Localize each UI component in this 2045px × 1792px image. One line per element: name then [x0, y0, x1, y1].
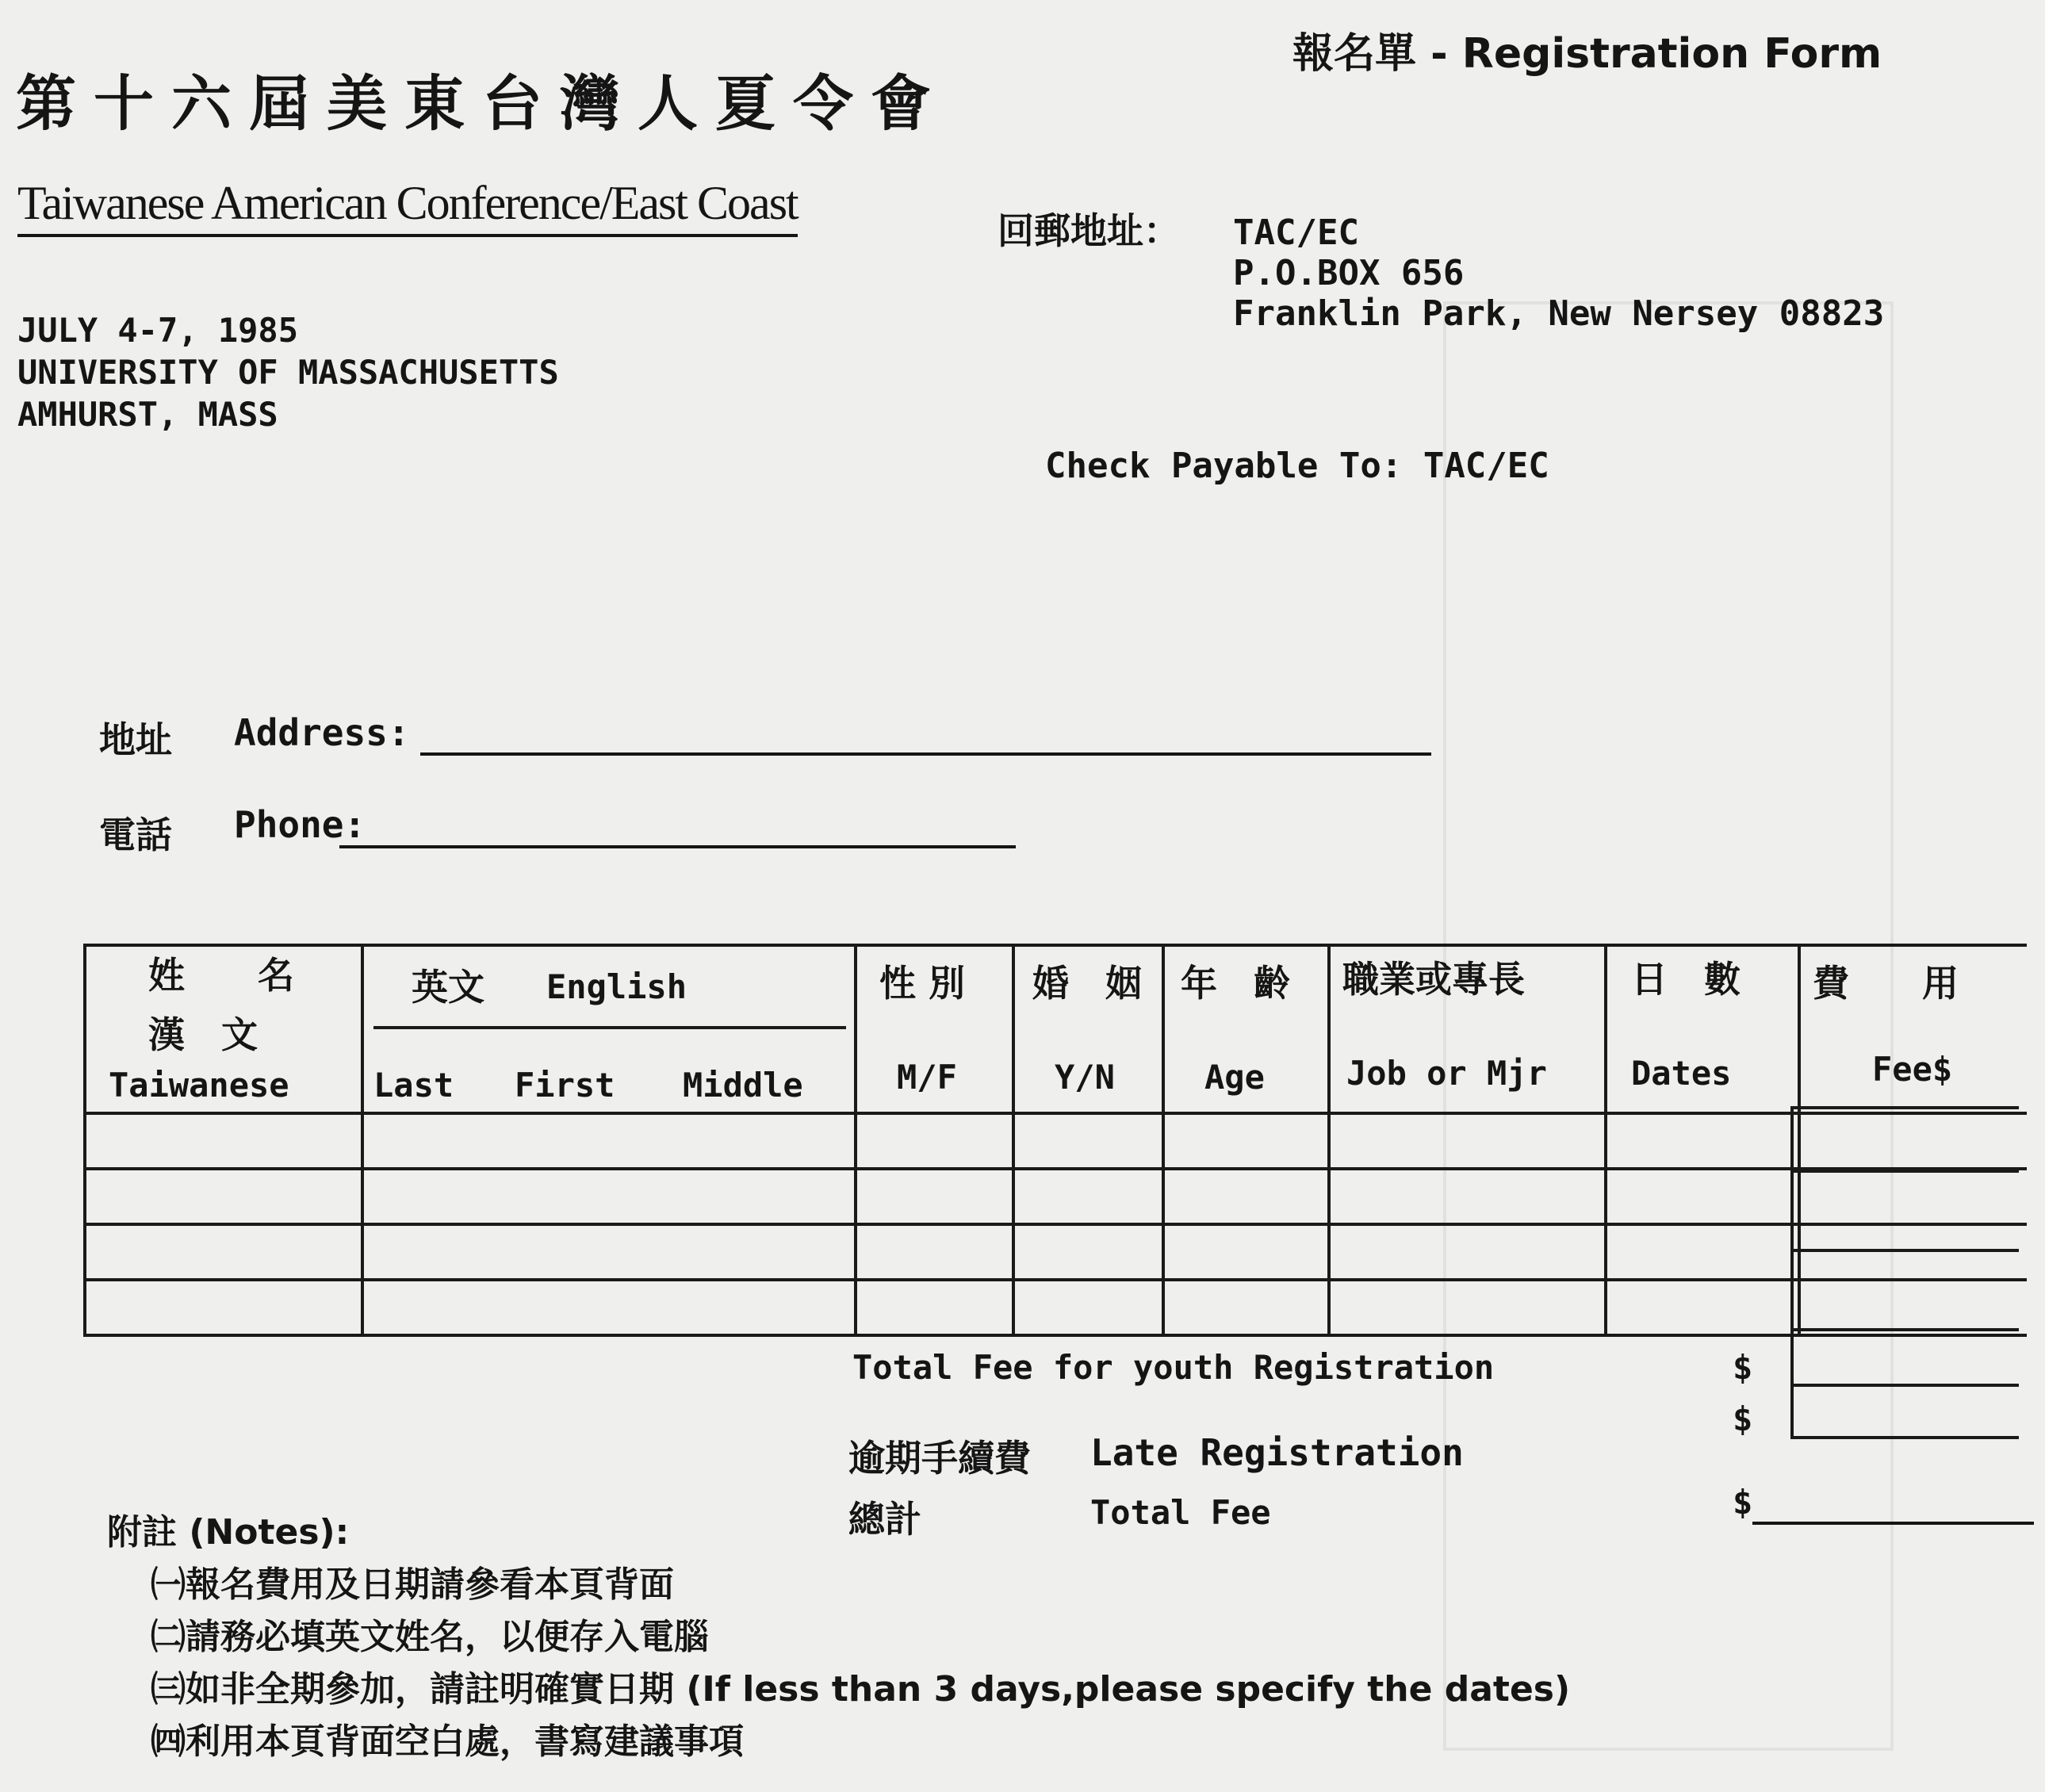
col-dates: [1606, 945, 1799, 1113]
table-cell[interactable]: [1163, 1280, 1329, 1335]
table-cell[interactable]: [1329, 1224, 1606, 1280]
col-label: M/F: [897, 1058, 957, 1097]
col-label: Middle: [683, 1066, 803, 1105]
table-cell[interactable]: [1329, 1169, 1606, 1224]
late-fee-label-cn: 逾期手續費: [848, 1437, 1031, 1480]
return-address-line: P.O.BOX 656: [1233, 253, 1465, 293]
note-item: ㈣利用本頁背面空白處，書寫建議事項: [151, 1721, 744, 1762]
youth-fee-label: Total Fee for youth Registration: [852, 1348, 1495, 1387]
table-cell[interactable]: [1163, 1224, 1329, 1280]
note-item: ㈡請務必填英文姓名，以便存入電腦: [151, 1617, 709, 1657]
table-row: [85, 1113, 2027, 1169]
table-cell[interactable]: [1163, 1113, 1329, 1169]
return-address: [1233, 213, 1884, 334]
phone-label-en: Phone:: [234, 803, 366, 846]
table-cell[interactable]: [85, 1280, 362, 1335]
col-label: 年 齡: [1181, 962, 1290, 1005]
table-cell[interactable]: [856, 1169, 1013, 1224]
col-label: 姓 名: [148, 954, 294, 997]
col-label: Last: [373, 1066, 454, 1105]
table-cell[interactable]: [1606, 1169, 1799, 1224]
address-label-cn: 地址: [99, 718, 172, 761]
table-cell[interactable]: [1013, 1224, 1163, 1280]
table-cell[interactable]: [1013, 1113, 1163, 1169]
event-city: AMHURST, MASS: [17, 395, 278, 434]
table-cell[interactable]: [85, 1113, 362, 1169]
table-cell[interactable]: [362, 1280, 856, 1335]
col-label: English: [546, 967, 687, 1006]
table-cell[interactable]: [1606, 1224, 1799, 1280]
col-marital: [1013, 945, 1163, 1113]
table-cell[interactable]: [856, 1113, 1013, 1169]
event-date: JULY 4-7, 1985: [17, 311, 299, 350]
table-cell[interactable]: [85, 1169, 362, 1224]
col-label: 婚 姻: [1032, 962, 1142, 1005]
notes-heading: 附註 (Notes):: [107, 1512, 350, 1553]
address-field[interactable]: [420, 718, 1431, 756]
col-label: Y/N: [1055, 1058, 1115, 1097]
table-row: [85, 1280, 2027, 1335]
table-cell[interactable]: [856, 1224, 1013, 1280]
col-fee: [1799, 945, 2027, 1113]
table-cell[interactable]: [1163, 1169, 1329, 1224]
check-payable: Check Payable To: TAC/EC: [1045, 446, 1549, 486]
table-cell[interactable]: [856, 1280, 1013, 1335]
col-label: 漢 文: [148, 1013, 258, 1056]
col-label: First: [515, 1066, 615, 1105]
col-label: 英文: [412, 966, 484, 1009]
table-cell[interactable]: [1606, 1113, 1799, 1169]
col-label: 職業或專長: [1342, 958, 1525, 1001]
table-row: [85, 1169, 2027, 1224]
return-address-line: TAC/EC: [1233, 213, 1359, 253]
conference-title-cn: 第十六屆美東台灣人夏令會: [16, 68, 948, 139]
col-label: 性 別: [879, 962, 966, 1005]
col-sex: [856, 945, 1013, 1113]
return-address-label: 回郵地址：: [998, 209, 1180, 252]
table-cell[interactable]: [1013, 1280, 1163, 1335]
late-fee-label-en: Late Registration: [1090, 1431, 1464, 1474]
col-age: [1163, 945, 1329, 1113]
col-name-chinese: [85, 945, 362, 1113]
col-label: Fee$: [1872, 1050, 1953, 1089]
fee-box: [1790, 1106, 2019, 1439]
table-cell[interactable]: [362, 1113, 856, 1169]
notes-section: [107, 1507, 1570, 1768]
event-info: [17, 309, 559, 435]
table-cell[interactable]: [362, 1224, 856, 1280]
address-label-en: Address:: [234, 711, 410, 754]
col-job: [1329, 945, 1606, 1113]
currency-symbol: $: [1733, 1348, 1753, 1387]
conference-title-en: Taiwanese American Conference/East Coast: [17, 176, 798, 237]
phone-label-cn: 電話: [99, 814, 172, 856]
col-label: Dates: [1631, 1054, 1732, 1093]
currency-symbol: $: [1733, 1400, 1753, 1438]
col-name-english: [362, 945, 856, 1113]
note-item: ㈠報名費用及日期請參看本頁背面: [151, 1564, 674, 1605]
col-label: 日 數: [1631, 958, 1741, 1001]
table-row: [85, 1224, 2027, 1280]
event-venue: UNIVERSITY OF MASSACHUSETTS: [17, 353, 559, 392]
note-item: ㈢如非全期參加，請註明確實日期 (If less than 3 days,please specify the dates): [151, 1669, 1571, 1710]
col-label: Taiwanese: [109, 1066, 289, 1105]
total-fee-label-cn: 總計: [848, 1498, 921, 1541]
col-label: Job or Mjr: [1346, 1054, 1547, 1093]
table-cell[interactable]: [1606, 1280, 1799, 1335]
return-address-line: Franklin Park, New Nersey 08823: [1233, 293, 1885, 334]
form-title: 報名單 - Registration Form: [1292, 30, 1882, 78]
table-header-row: [85, 945, 2027, 1113]
currency-symbol: $: [1733, 1483, 1753, 1522]
table-cell[interactable]: [85, 1224, 362, 1280]
total-fee-field[interactable]: [1752, 1487, 2034, 1525]
total-fee-label-en: Total Fee: [1090, 1493, 1271, 1532]
phone-field[interactable]: [339, 810, 1016, 848]
table-cell[interactable]: [1013, 1169, 1163, 1224]
table-cell[interactable]: [1329, 1113, 1606, 1169]
col-label: 費 用: [1813, 962, 1959, 1005]
registration-table: [83, 944, 2027, 1337]
table-cell[interactable]: [1329, 1280, 1606, 1335]
table-cell[interactable]: [362, 1169, 856, 1224]
col-label: Age: [1204, 1058, 1265, 1097]
